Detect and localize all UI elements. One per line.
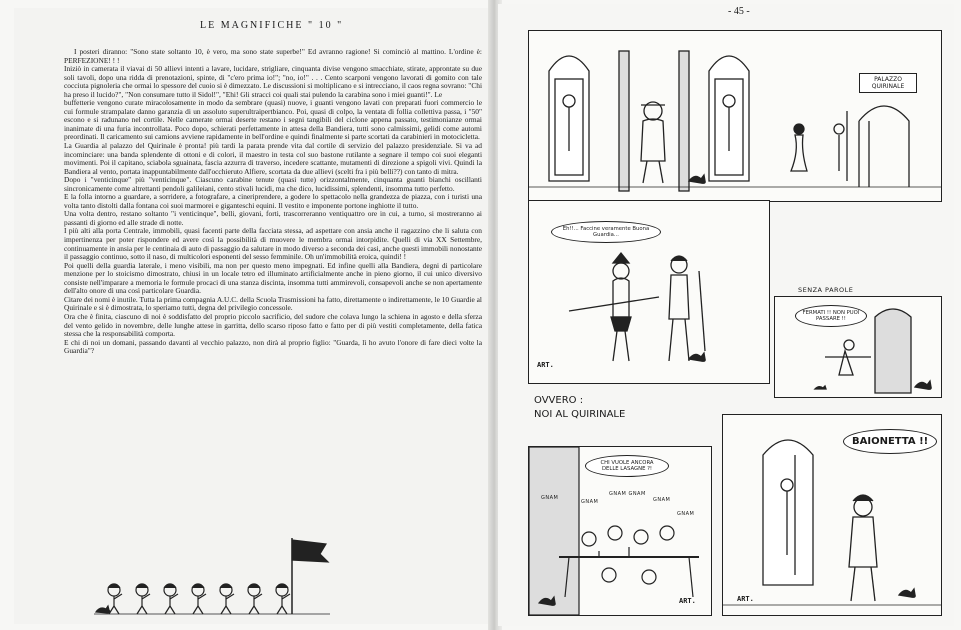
gnam-sound: GNAM — [677, 511, 695, 517]
artist-signature: ART. — [737, 595, 754, 603]
paragraph: Una volta dentro, restano soltanto "i venticinque", belli, giovani, forti, trascorreranno ventiquattro ore in cui, a turno, si mostreranno ai passanti di giorno ed alle strade di notte. — [64, 209, 482, 227]
artist-signature: ART. — [537, 361, 554, 369]
heading-line-ovvero: OVVERO : — [534, 395, 584, 406]
paragraph: La Guardia al palazzo del Quirinale è pronta! più tardi la parata prende vita dal cortile di servizio del palazzo presidenziale. Si va ad incominciare: una banda splendente di ottoni e di colori, il maestro in testa col suo bastone rutilante a segnare il tempo coi suoi eleganti movimenti. Poi il capitano, sciabola sguainata, fascia azzurra di traverso, incedere scattante, mutamenti di direzione a spigoli vivi. Quindi la Bandiera al vento, portata inappuntabilmente dall'occhieruto Alfiere, scortata da due allievi (scelti fra i più belli??) con tanto di mitra. — [64, 141, 482, 176]
marching-soldiers-illustration — [94, 528, 334, 620]
cartoon-heading — [534, 394, 625, 422]
paragraph: buffetterie vengono curate miracolosamente in modo da sembrare (quasi) nuove, i guanti vengono lavati con preparati fuori commercio le cui formule strampalate danno garanzia di un assoluto superultraipertbianco. Poi, quasi di colpo, la ventata di follia collettiva passa, i "50" escono e si radunano nel cortile. Nelle camerate ormai deserte restano i segni tangibili del ciclone appena passato, testimonianze ormai inanimate di una furia incontrollata. Poco dopo, schierati perfettamente in attesa della Bandiera, tutti sono calmissimi, gelidi come automi preordinati. Il caricamento sui camions avviene rapidamente in bell'ordine e quindi finalmente si parte scortati da carabinieri in motocicletta. — [64, 98, 482, 142]
right-page — [498, 4, 954, 626]
comic-panel-guards-boxes — [528, 30, 942, 202]
palazzo-quirinale-sign: PALAZZO QUIRINALE — [859, 73, 917, 93]
paragraph: E chi di noi un domani, passando davanti al vecchio palazzo, non dirà al proprio figlio: "Guarda, lì ho avuto l'onore di fare dieci volte la Guardia"? — [64, 337, 482, 356]
gnam-sound: GNAM — [581, 499, 599, 505]
senza-parole-caption: SENZA PAROLE — [798, 286, 854, 294]
paragraph: E la folla intorno a guardare, a sorridere, a fotografare, a cineriprendere, a godere lo spettacolo nella grandezza de piazza, con i turisti una volta tanto distolti dalla fontana coi suoi marmorei e giganteschi equini. Il vestito e imponente portone inghiotte il tutto. — [64, 192, 482, 210]
paragraph: Ora che è finita, ciascuno di noi è soddisfatto del proprio piccolo sacrificio, del sudore che colava lungo la schiena in agosto e della sferza del vento gelido in novembre, delle lunghe attese in garritta, dello scarso riposo fatto e fatto per di più vestiti completamente, della fatica stessa che la responsabilità comporta. — [64, 311, 482, 339]
speech-bubble: FERMATI !! NON PUOI PASSARE !! — [795, 305, 867, 327]
paragraph: Dopo i "venticinque" più "venticinque". Ciascuno carabine tenute (quasi tutte) orizzontalmente, cinquanta guanti bianchi oscillanti sincronicamente come altrettanti pendoli galileiani, cento stivali lucidi, ma che dico, lucidissimi, splendenti, insomma tutto perfetto. — [64, 175, 482, 193]
baionetta-bubble: BAIONETTA !! — [843, 429, 937, 454]
article-body — [64, 48, 482, 356]
paragraph: I posteri diranno: "Sono state soltanto 10, è vero, ma sono state superbe!" Ed avranno ragione! Si cominciò al mattino. L'ordine è: PERFEZIONE! ! ! — [64, 47, 482, 65]
paragraph: I più alti alla porta Centrale, immobili, quasi facenti parte della facciata stessa, ad aspettare con ansia anche il ragazzino che li saluta con impertinenza per poter rispondere ed avere così la possibilità di muovere le membra ormai intorpidite. Quelli di via XX Settembre, continuamente in ansia per le centinaia di auto di passaggio da salutare in modo diverso a seconda dei casi, anche questi immobili nonostante il passaggio continuo, sotto il naso, di multicolori esponenti del sesso femminile. Oh un'immobilità eroica, quindi! ! — [64, 226, 482, 262]
running-head: LE MAGNIFICHE " 10 " — [200, 20, 344, 31]
speech-bubble: Eh!!... Faccine veramente Buona Guardia... — [551, 221, 661, 243]
comic-panel-fermati — [774, 296, 942, 398]
comic-panel-lasagne — [528, 446, 712, 616]
comic-panel-senza-parole — [528, 200, 770, 384]
gnam-sound: GNAM — [541, 495, 559, 501]
heading-line-noi-al-quirinale: NOI AL QUIRINALE — [534, 409, 626, 420]
paragraph: Citare dei nomi è inutile. Tutta la prima compagnia A.U.C. della Scuola Trasmissioni ha fatto, direttamente o indirettamente, le 10 Guardie al Quirinale e si è dimostrata, lo speriamo tutti, degna del privilegio concessole. — [64, 294, 482, 313]
guard-boxes-drawing — [529, 31, 941, 201]
page-number: - 45 - — [728, 6, 750, 17]
speech-bubble: CHI VUOLE ANCORA DELLE LASAGNE ?! — [585, 455, 669, 477]
artist-signature: ART. — [679, 597, 696, 605]
gnam-sound: GNAM — [653, 497, 671, 503]
gnam-sound: GNAM GNAM — [609, 491, 646, 497]
left-page — [14, 8, 490, 624]
paragraph: Iniziò in camerata il viavai di 50 allievi intenti a lavare, lucidare, strigliare, cinquanta divise vengono smacchiate, stirate, approntate su due soli tavoli, dopo una ridda di prenotazioni, spinte, di "c'ero prima io!"; "no, io!" . . . Cento scarponi vengono lavorati di gomito con tale cocciuta pignoleria che ormai lo spessore del cuoio si è dimezzato. Le discussioni si moltiplicano e si intrecciano, il caos regna sovrano: "Chi ha preso il lucido?", "Non consumare tutto il Sidol!", "Ehi! Gli stracci coi quali stai pulendo la carabina sono i miei guanti!". Le — [64, 64, 483, 99]
comic-panel-baionetta — [722, 414, 942, 616]
paragraph: Poi quelli della guardia laterale, i meno visibili, ma non per questo meno impegnati. Ed infine quelli alla Bandiera, degni di particolare menzione per lo stoicismo dimostrato, chiusi in un locale tetro ed illuminato artificialmente anche in pieno giorno, il cui unico diversivo consiste nell'imparare a memoria le formule procaci di una stanza discinta, insomma tutti ammirevoli, consapevoli anche se non apertamente dell'alto onore di una così particolare Guardia. — [64, 260, 482, 296]
